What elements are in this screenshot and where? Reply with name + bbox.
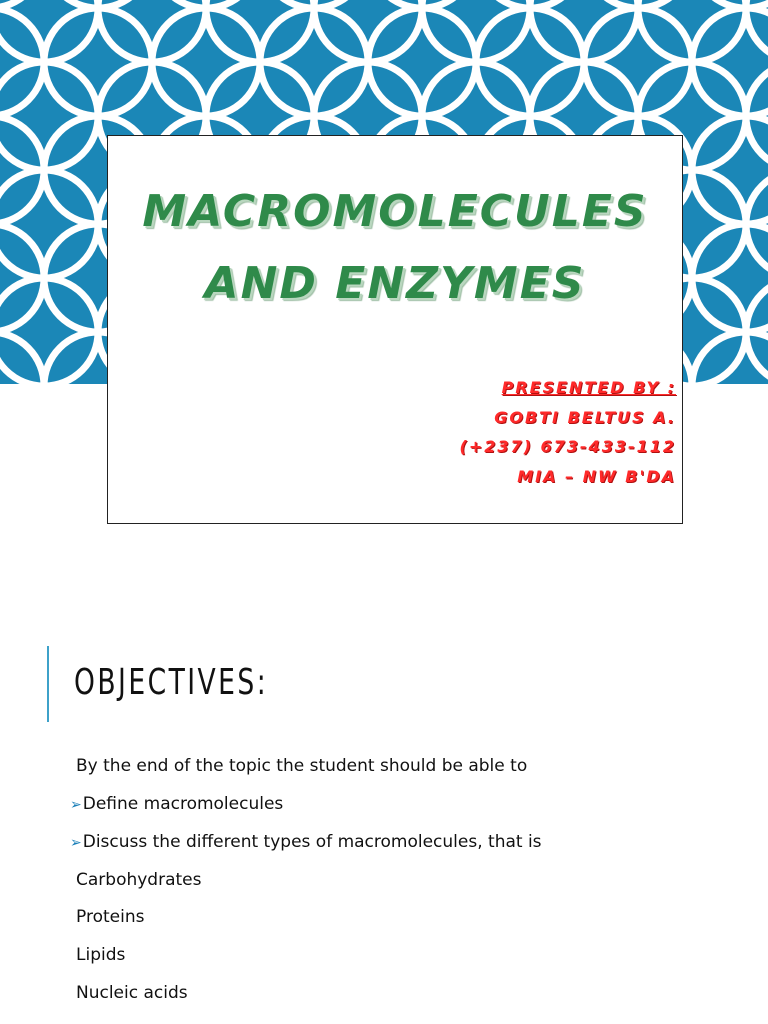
bullet-text: Define macromolecules	[82, 794, 284, 814]
type-item: Proteins	[76, 907, 145, 927]
objectives-slide	[0, 540, 768, 1024]
arrow-bullet-icon: ➢	[70, 797, 82, 813]
presented-by-label: PRESENTED BY :	[501, 378, 676, 397]
bullet-item	[70, 794, 283, 814]
objectives-heading: OBJECTIVES:	[74, 662, 269, 703]
type-item: Carbohydrates	[76, 870, 202, 890]
title-card	[107, 135, 683, 524]
type-item: Nucleic acids	[76, 983, 188, 1003]
objectives-intro: By the end of the topic the student should be able to	[76, 756, 528, 776]
presenter-phone: (+237) 673-433-112	[459, 437, 676, 456]
type-item: Lipids	[76, 945, 126, 965]
presenter-name: GOBTI BELTUS A.	[494, 408, 676, 427]
heading-accent-bar	[47, 646, 49, 722]
slide-title-line-1: MACROMOLECULES	[142, 186, 648, 237]
arrow-bullet-icon: ➢	[70, 835, 82, 851]
presenter-organization: MIA – NW B'DA	[517, 467, 676, 486]
bullet-text: Discuss the different types of macromolecules, that is	[82, 832, 542, 852]
bullet-item	[70, 832, 542, 852]
slide-title-line-2: AND ENZYMES	[204, 258, 586, 309]
